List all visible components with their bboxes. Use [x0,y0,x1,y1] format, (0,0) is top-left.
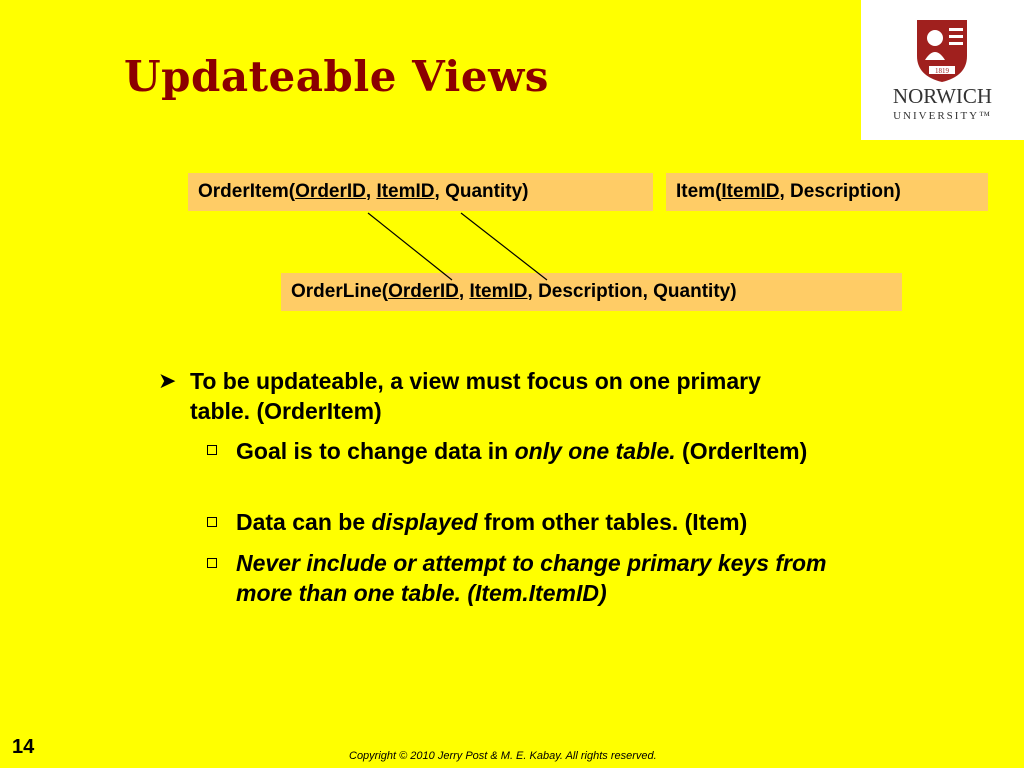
logo-name: NORWICH [892,84,993,108]
sub-bullet-3-emphasis: Never include or attempt to change primary keys from more than one table. (Item.ItemID) [236,550,827,606]
logo-year: 1819 [935,67,949,75]
relation-name: OrderItem( [198,181,296,202]
sub-bullet-2 [236,507,876,537]
hollow-square-bullet-icon [207,445,217,455]
sub-bullet-1-text-a: Goal is to change data in [236,438,515,464]
hollow-square-bullet-icon [207,558,217,568]
sub-bullet-1-text-b: (OrderItem) [675,438,808,464]
itemid-connector-line [461,213,547,280]
sub-bullet-1-emphasis: only one table. [514,438,676,464]
relation-name: Item( [676,181,722,202]
arrowhead-bullet-icon: ➤ [158,368,177,393]
page-number: 14 [12,736,35,758]
relation-rest: , Description) [779,181,901,202]
orderid-connector-line [368,213,452,280]
main-bullet-text: To be updateable, a view must focus on one primary table. (OrderItem) [190,368,761,424]
sub-bullet-2-text-a: Data can be [236,509,372,535]
separator: , [458,281,470,302]
separator: , [365,181,377,202]
relation-rest: , Quantity) [434,181,529,202]
slide-title: Updateable Views [124,52,549,101]
hollow-square-bullet-icon [207,517,217,527]
primary-key-itemid: ItemID [376,181,435,202]
logo-subtitle: UNIVERSITY™ [893,110,992,122]
sub-bullet-1 [236,436,876,466]
primary-key-orderid: OrderID [388,281,459,302]
relation-name: OrderLine( [291,281,389,302]
primary-key-itemid: ItemID [721,181,780,202]
primary-key-itemid: ItemID [469,281,528,302]
relation-rest: , Description, Quantity) [527,281,737,302]
sub-bullet-2-emphasis: displayed [371,509,478,535]
sub-bullet-2-text-b: from other tables. (Item) [477,509,748,535]
primary-key-orderid: OrderID [295,181,366,202]
copyright-notice: Copyright © 2010 Jerry Post & M. E. Kabay. All rights reserved. [349,750,657,762]
sub-bullet-3 [236,548,856,608]
